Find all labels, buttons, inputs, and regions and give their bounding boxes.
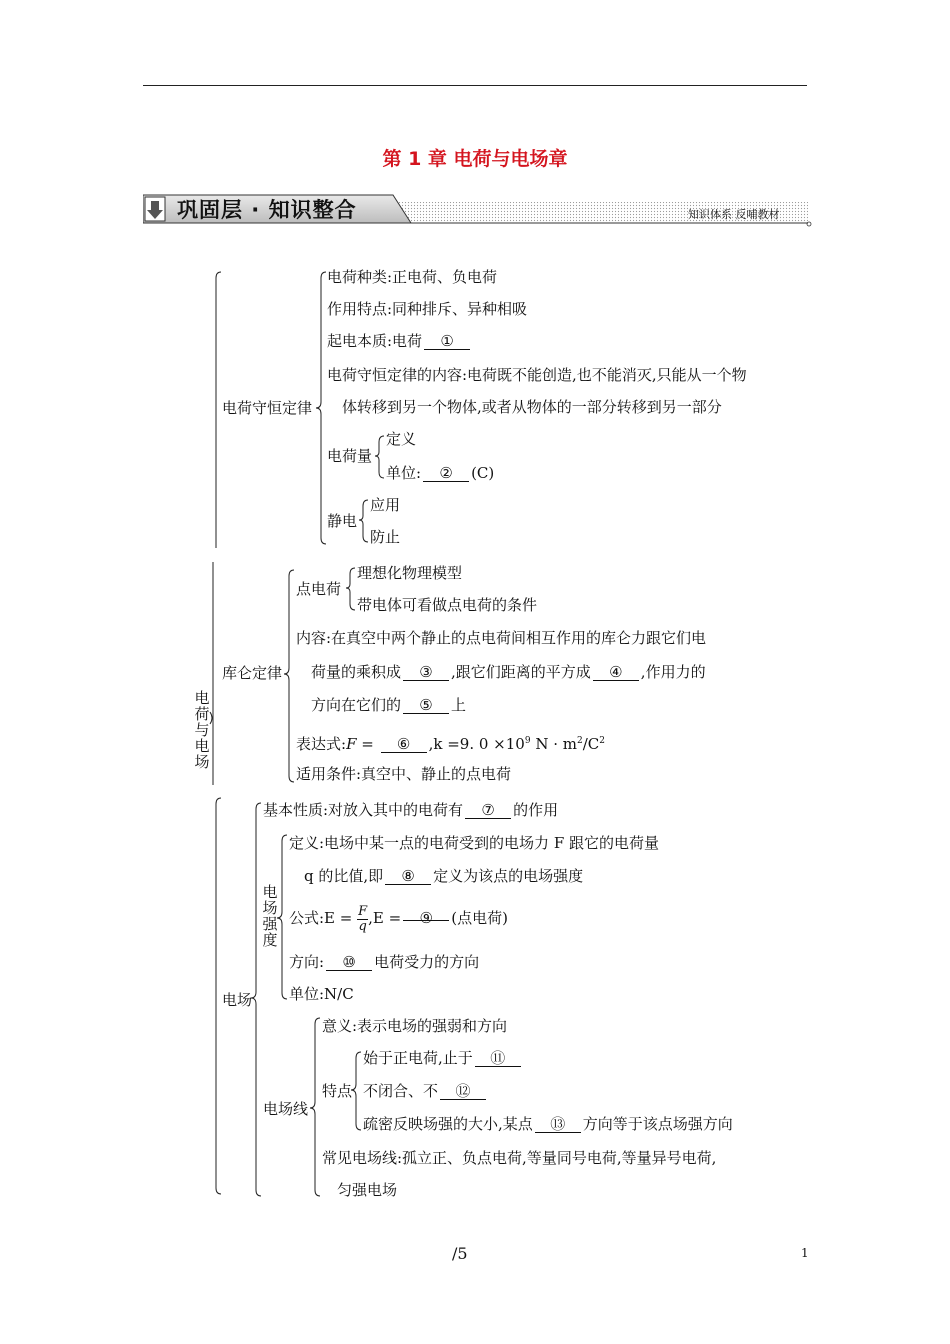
field-label: 电场 <box>222 991 253 1009</box>
blank-12[interactable]: ⑫ <box>440 1082 486 1100</box>
trait-2-text: 不闭合、不 <box>363 1082 439 1100</box>
banner-right-label: 知识体系 反哺教材 <box>688 208 780 221</box>
coulomb-content-line-1: 内容:在真空中两个静止的点电荷间相互作用的库仑力跟它们电 <box>296 629 707 647</box>
charging-essence <box>327 332 472 350</box>
formula-post: (点电荷) <box>451 909 508 927</box>
quantity-unit <box>386 464 494 482</box>
conservation-label: 电荷守恒定律 <box>222 399 313 417</box>
strength-definition-line-1: 定义:电场中某一点的电荷受到的电场力 F 跟它的电荷量 <box>289 834 660 852</box>
quantity-definition: 定义 <box>386 430 417 448</box>
blank-5[interactable]: ⑤ <box>403 696 449 714</box>
point-charge-label: 点电荷 <box>296 580 342 598</box>
formula-mid: ,E = <box>368 909 402 927</box>
page-number: 1 <box>801 1246 809 1260</box>
charge-quantity-label: 电荷量 <box>327 447 373 465</box>
constant-unit: N · m <box>530 735 577 753</box>
coulomb-content-text-d: 方向在它们的 <box>311 696 402 714</box>
field-lines-meaning: 意义:表示电场的强弱和方向 <box>322 1017 508 1035</box>
quantity-unit-symbol: (C) <box>471 464 495 482</box>
law-content-line-1: 电荷守恒定律的内容:电荷既不能创造,也不能消灭,只能从一个物 <box>327 366 747 384</box>
coulomb-expression: 表达式:F = ⑥ ,k =9. $0 \times 10^9$ $N \cdot m^2/C^2$ <box>296 735 605 753</box>
coulomb-content-text-e: 上 <box>451 696 467 714</box>
strength-definition-text-a: q 的比值,即 <box>304 867 384 885</box>
strength-direction <box>289 953 479 971</box>
trait-3 <box>363 1115 733 1133</box>
common-field-lines-line-1: 常见电场线:孤立正、负点电荷,等量同号电荷,等量异号电荷, <box>322 1149 717 1167</box>
coulomb-applicable: 适用条件:真空中、静止的点电荷 <box>296 765 512 783</box>
blank-13[interactable]: ⑬ <box>535 1115 581 1133</box>
blank-11[interactable]: ⑪ <box>475 1049 521 1067</box>
blank-2[interactable]: ② <box>423 464 469 482</box>
blank-3[interactable]: ③ <box>403 663 449 681</box>
constant-unit-tail: /C <box>582 735 600 753</box>
direction-label: 方向: <box>289 953 325 971</box>
ideal-model: 理想化物理模型 <box>357 564 463 582</box>
formula-label: 公式:E = <box>289 909 353 927</box>
blank-7[interactable]: ⑦ <box>465 801 511 819</box>
law-content-line-2: 体转移到另一个物体,或者从物体的一部分转移到另一部分 <box>342 398 722 416</box>
static-prevention: 防止 <box>370 528 401 546</box>
blank-9[interactable]: ⑨ <box>403 903 449 921</box>
trait-2 <box>363 1082 488 1100</box>
trait-3-text-a: 疏密反映场强的大小,某点 <box>363 1115 533 1133</box>
unit-exponent-1: 2 <box>577 736 583 746</box>
blank-4[interactable]: ④ <box>593 663 639 681</box>
coulomb-label: 库仑定律 <box>222 664 283 682</box>
coulomb-content-line-3 <box>311 696 466 714</box>
common-field-lines-line-2: 匀强电场 <box>337 1181 398 1199</box>
strength-definition-text-b: 定义为该点的电场强度 <box>433 867 584 885</box>
expression-label: 表达式: <box>296 735 347 753</box>
chapter-title: 第 1 章 电荷与电场章 <box>382 148 568 170</box>
coulomb-content-line-2 <box>311 663 706 681</box>
root-label: 电荷与电场 <box>194 689 210 771</box>
strength-formula <box>289 903 508 934</box>
point-charge-condition: 带电体可看做点电荷的条件 <box>357 596 538 614</box>
trait-1 <box>363 1049 523 1067</box>
coulomb-content-text-a: 荷量的乘积成 <box>311 663 402 681</box>
field-basic-property <box>263 801 558 819</box>
blank-1[interactable]: ① <box>424 332 470 350</box>
field-basic-post: 的作用 <box>513 801 559 819</box>
interaction-feature: 作用特点:同种排斥、异种相吸 <box>327 300 528 318</box>
coulomb-constant: ,k =9. 0 ×10 <box>428 735 525 753</box>
static-label: 静电 <box>327 512 358 530</box>
strength-unit: 单位:N/C <box>289 985 354 1003</box>
formula-fraction <box>357 905 368 934</box>
charging-essence-text: 起电本质:电荷 <box>327 332 423 350</box>
coulomb-content-text-b: ,跟它们距离的平方成 <box>451 663 591 681</box>
strength-definition-line-2 <box>304 867 583 885</box>
charge-kinds: 电荷种类:正电荷、负电荷 <box>327 268 498 286</box>
field-lines-label: 电场线 <box>263 1100 309 1118</box>
banner-title: 巩固层 · 知识整合 <box>177 198 357 222</box>
direction-text: 电荷受力的方向 <box>374 953 480 971</box>
blank-10[interactable]: ⑩ <box>326 953 372 971</box>
trait-1-text: 始于正电荷,止于 <box>363 1049 473 1067</box>
field-basic-text: 基本性质:对放入其中的电荷有 <box>263 801 464 819</box>
page-count: /5 <box>452 1244 468 1263</box>
blank-6[interactable]: ⑥ <box>381 735 427 753</box>
blank-8[interactable]: ⑧ <box>385 867 431 885</box>
field-strength-label: 电场强度 <box>262 883 278 949</box>
field-lines-traits-label: 特点 <box>322 1082 353 1100</box>
fraction-denominator: q <box>358 918 367 934</box>
unit-exponent-2: 2 <box>599 736 605 746</box>
trait-3-text-b: 方向等于该点场强方向 <box>582 1115 733 1133</box>
coulomb-content-text-c: ,作用力的 <box>640 663 706 681</box>
fraction-numerator: F <box>358 903 368 919</box>
constant-exponent: 9 <box>524 736 531 746</box>
quantity-unit-label: 单位: <box>386 464 422 482</box>
static-application: 应用 <box>370 496 401 514</box>
